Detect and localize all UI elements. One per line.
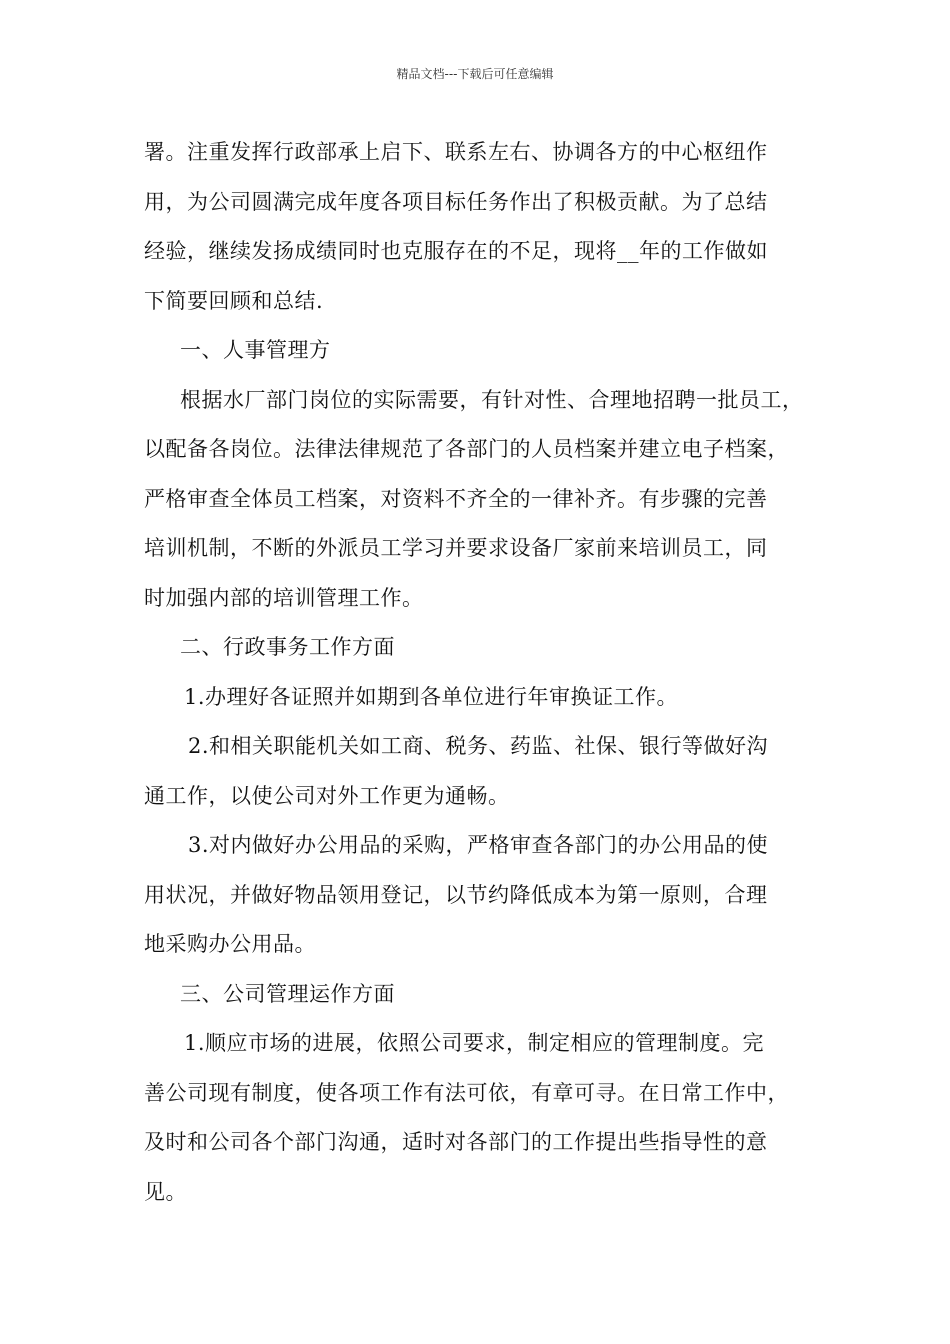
text-line: 时加强内部的培训管理工作。 <box>144 585 424 610</box>
text-line: 见。 <box>144 1179 187 1204</box>
text-line: 署。注重发挥行政部承上启下、联系左右、协调各方的中心枢纽作 <box>144 140 768 164</box>
text-line: 用状况，并做好物品领用登记，以节约降低成本为第一原则，合理 <box>144 882 768 907</box>
document-body <box>144 128 816 1217</box>
text-line: 及时和公司各个部门沟通，适时对各部门的工作提出些指导性的意 <box>144 1130 768 1154</box>
text-line: 地采购办公用品。 <box>144 932 316 956</box>
section-heading-personnel: 一、人事管理方 <box>180 338 331 362</box>
text-line: 通工作，以使公司对外工作更为通畅。 <box>144 783 510 808</box>
text-line: 用，为公司圆满完成年度各项目标任务作出了积极贡献。为了总结 <box>144 189 768 214</box>
text-line: 根据水厂部门岗位的实际需要，有针对性、合理地招聘一批员工， <box>180 387 804 412</box>
list-item: 2.和相关职能机关如工商、税务、药监、社保、银行等做好沟 <box>188 734 769 758</box>
page-header: 精品文档---下载后可任意编辑 <box>396 67 554 81</box>
text-line: 严格审查全体员工档案，对资料不齐全的一律补齐。有步骤的完善 <box>144 486 768 511</box>
text-line: 善公司现有制度，使各项工作有法可依，有章可寻。在日常工作中， <box>144 1080 789 1105</box>
list-item: 3.对内做好办公用品的采购，严格审查各部门的办公用品的使 <box>188 833 769 857</box>
section-heading-management: 三、公司管理运作方面 <box>180 981 395 1006</box>
list-item: 1.顺应市场的进展，依照公司要求，制定相应的管理制度。完 <box>184 1031 765 1055</box>
text-line: 以配备各岗位。法律法律规范了各部门的人员档案并建立电子档案， <box>144 437 789 461</box>
list-item: 1.办理好各证照并如期到各单位进行年审换证工作。 <box>184 684 679 709</box>
section-heading-admin: 二、行政事务工作方面 <box>180 635 395 659</box>
text-line: 培训机制，不断的外派员工学习并要求设备厂家前来培训员工，同 <box>144 536 768 560</box>
text-line: 经验，继续发扬成绩同时也克服存在的不足，现将__年的工作做如 <box>144 239 768 263</box>
text-line: 下简要回顾和总结. <box>144 288 324 313</box>
